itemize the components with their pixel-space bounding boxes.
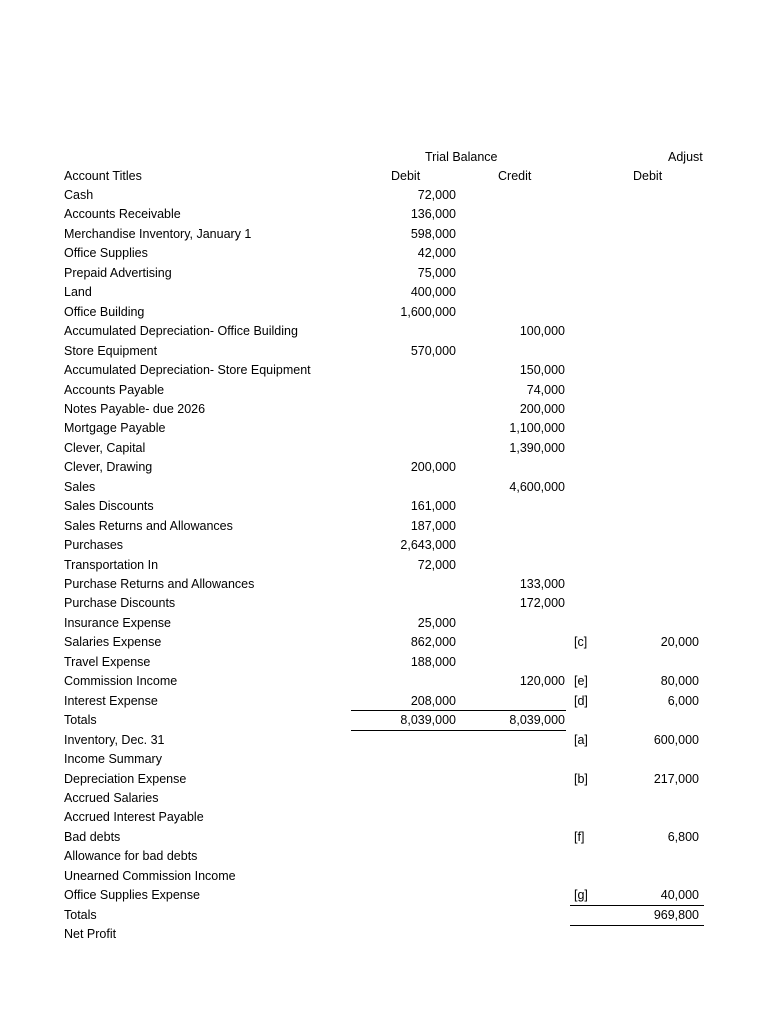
adjustment-debit: 217,000 [653,772,699,786]
account-title: Merchandise Inventory, January 1 [64,227,252,241]
account-title: Clever, Drawing [64,460,153,474]
trial-balance-subtotal-rule [351,710,566,711]
account-title: Land [64,285,92,299]
trial-balance-debit: 1,600,000 [400,305,456,319]
trial-balance-total-rule [351,730,566,731]
trial-balance-debit: 188,000 [410,655,456,669]
trial-balance-credit: 8,039,000 [509,713,565,727]
trial-balance-debit: 72,000 [417,558,456,572]
adjustment-reference: [d] [574,694,588,708]
account-title: Clever, Capital [64,441,146,455]
account-title: Interest Expense [64,694,158,708]
adjustment-reference: [f] [574,830,585,844]
adjustment-debit: 20,000 [660,635,699,649]
account-title: Totals [64,713,97,727]
trial-balance-credit: 150,000 [519,363,565,377]
account-title: Store Equipment [64,344,158,358]
trial-balance-debit: 75,000 [417,266,456,280]
account-title: Accounts Receivable [64,207,181,221]
trial-balance-debit: 8,039,000 [400,713,456,727]
account-title: Totals [64,908,97,922]
adjustment-reference: [e] [574,674,588,688]
account-title: Net Profit [64,927,117,941]
trial-balance-credit: 120,000 [519,674,565,688]
account-title: Commission Income [64,674,178,688]
account-title: Accumulated Depreciation- Office Building [64,324,298,338]
trial-balance-debit: 187,000 [410,519,456,533]
account-title: Sales Returns and Allowances [64,519,233,533]
adjustment-reference: [b] [574,772,588,786]
adjustment-debit: 80,000 [660,674,699,688]
account-title: Purchase Discounts [64,596,176,610]
header-trial-balance: Trial Balance [425,150,498,164]
trial-balance-debit: 208,000 [410,694,456,708]
adjustment-reference: [a] [574,733,588,747]
account-title: Accrued Interest Payable [64,810,204,824]
account-title: Accrued Salaries [64,791,159,805]
trial-balance-debit: 862,000 [410,635,456,649]
trial-balance-credit: 100,000 [519,324,565,338]
trial-balance-debit: 570,000 [410,344,456,358]
account-title: Purchase Returns and Allowances [64,577,255,591]
trial-balance-debit: 2,643,000 [400,538,456,552]
account-title: Purchases [64,538,124,552]
adjustment-debit: 600,000 [653,733,699,747]
account-title: Prepaid Advertising [64,266,172,280]
header-credit: Credit [498,169,532,183]
account-title: Insurance Expense [64,616,172,630]
trial-balance-debit: 400,000 [410,285,456,299]
adjustment-debit: 6,000 [667,694,699,708]
adjustment-debit: 40,000 [660,888,699,902]
adjustment-debit: 6,800 [667,830,699,844]
header-adjust-debit: Debit [633,169,663,183]
adjustment-reference: [c] [574,635,588,649]
trial-balance-credit: 1,390,000 [509,441,565,455]
header-debit: Debit [391,169,421,183]
account-title: Accounts Payable [64,383,165,397]
header-account-titles: Account Titles [64,169,142,183]
adjustment-debit: 969,800 [653,908,699,922]
account-title: Bad debts [64,830,121,844]
header-adjust: Adjust [668,150,703,164]
adjustment-reference: [g] [574,888,588,902]
account-title: Transportation In [64,558,159,572]
trial-balance-credit: 172,000 [519,596,565,610]
account-title: Allowance for bad debts [64,849,198,863]
trial-balance-debit: 161,000 [410,499,456,513]
account-title: Income Summary [64,752,162,766]
account-title: Unearned Commission Income [64,869,236,883]
trial-balance-credit: 200,000 [519,402,565,416]
trial-balance-debit: 25,000 [417,616,456,630]
account-title: Cash [64,188,94,202]
trial-balance-debit: 136,000 [410,207,456,221]
trial-balance-credit: 133,000 [519,577,565,591]
trial-balance-credit: 74,000 [526,383,565,397]
trial-balance-debit: 42,000 [417,246,456,260]
account-title: Accumulated Depreciation- Store Equipment [64,363,311,377]
adjust-subtotal-rule [570,905,704,906]
account-title: Sales [64,480,96,494]
account-title: Office Supplies [64,246,148,260]
account-title: Office Supplies Expense [64,888,200,902]
adjust-total-rule [570,925,704,926]
trial-balance-credit: 4,600,000 [509,480,565,494]
account-title: Inventory, Dec. 31 [64,733,165,747]
account-title: Notes Payable- due 2026 [64,402,206,416]
trial-balance-credit: 1,100,000 [509,421,565,435]
trial-balance-debit: 598,000 [410,227,456,241]
trial-balance-debit: 200,000 [410,460,456,474]
account-title: Depreciation Expense [64,772,187,786]
trial-balance-debit: 72,000 [417,188,456,202]
account-title: Salaries Expense [64,635,162,649]
account-title: Office Building [64,305,145,319]
account-title: Mortgage Payable [64,421,166,435]
account-title: Sales Discounts [64,499,154,513]
account-title: Travel Expense [64,655,151,669]
